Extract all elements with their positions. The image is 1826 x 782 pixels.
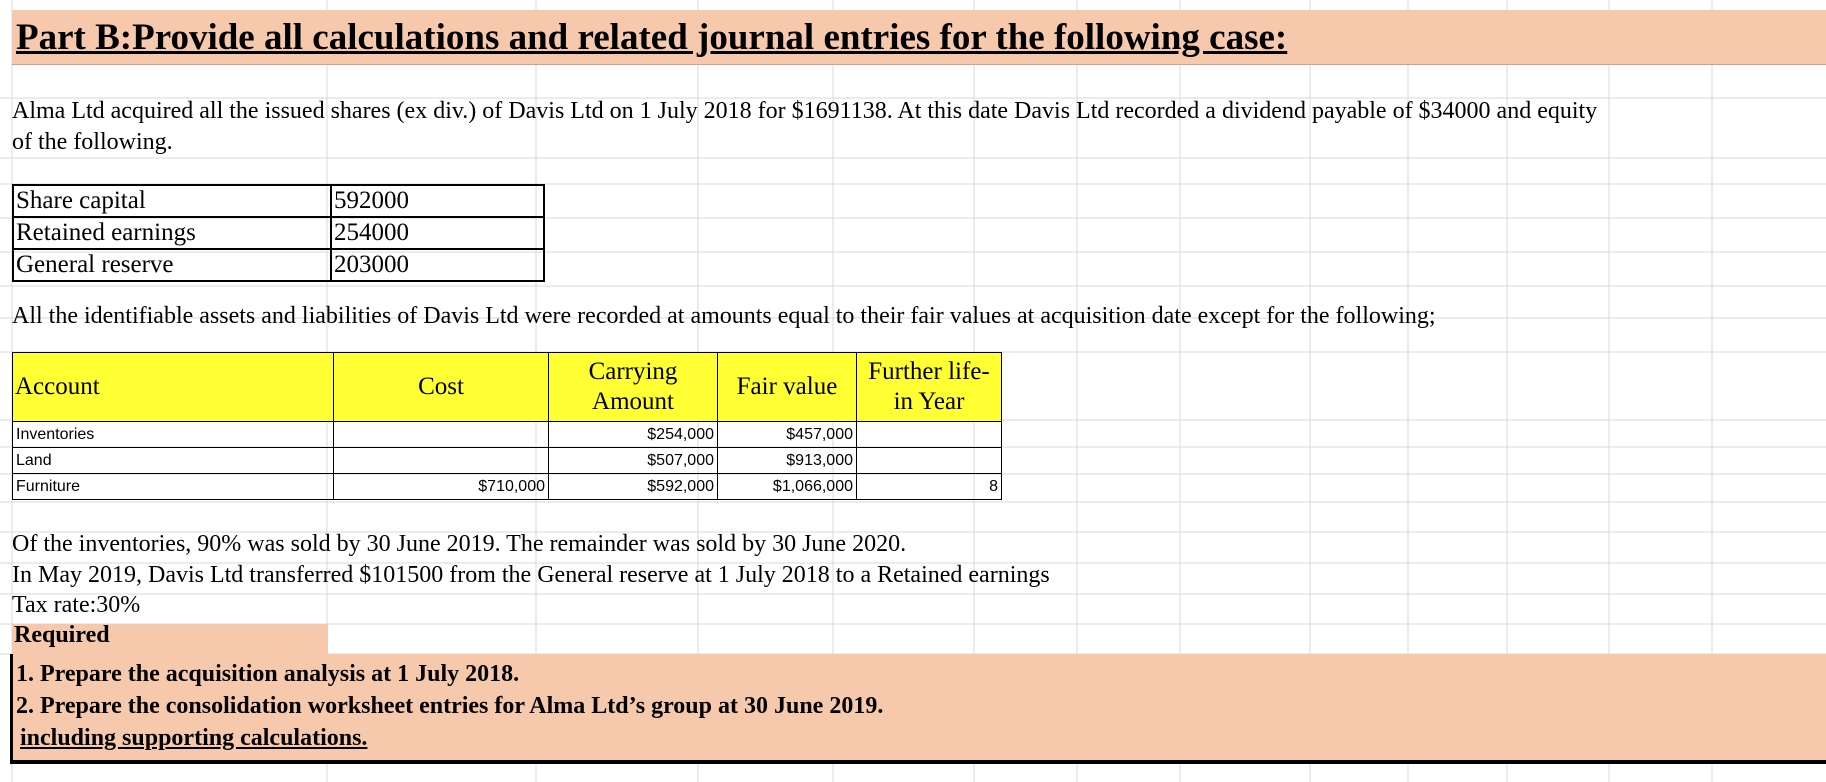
cell-life <box>857 422 1002 448</box>
cell-account: Furniture <box>13 474 334 500</box>
equity-value: 592000 <box>331 185 544 217</box>
equity-table <box>12 184 545 282</box>
required-item-1: 1. Prepare the acquisition analysis at 1 July 2018. <box>16 661 520 687</box>
cell-fair: $1,066,000 <box>718 474 857 500</box>
cell-fair: $457,000 <box>718 422 857 448</box>
intro-line-1: Alma Ltd acquired all the issued shares (ex div.) of Davis Ltd on 1 July 2018 for $1691138. At this date Davis Ltd recorded a dividend payable of $34000 and equity <box>12 98 1598 124</box>
cell-cost <box>334 422 549 448</box>
table-row <box>13 474 1002 500</box>
bottom-border <box>12 760 1826 764</box>
required-item-2: 2. Prepare the consolidation worksheet entries for Alma Ltd’s group at 30 June 2019. <box>16 693 884 719</box>
cell-account: Inventories <box>13 422 334 448</box>
table-row <box>13 249 544 281</box>
required-footer: including supporting calculations. <box>20 725 368 751</box>
intro-line-2: of the following. <box>12 129 173 155</box>
fair-value-intro: All the identifiable assets and liabilities of Davis Ltd were recorded at amounts equal to their fair values at acquisition date except for the following; <box>12 303 1436 329</box>
header-further-life: Further life- in Year <box>857 353 1002 422</box>
cell-cost: $710,000 <box>334 474 549 500</box>
note-inventories: Of the inventories, 90% was sold by 30 June 2019. The remainder was sold by 30 June 2020. <box>12 531 907 557</box>
table-row <box>13 422 1002 448</box>
equity-label: Retained earnings <box>13 217 331 249</box>
cell-life <box>857 448 1002 474</box>
cell-carrying: $592,000 <box>549 474 718 500</box>
fair-value-table <box>12 352 1002 500</box>
header-carrying-amount: Carrying Amount <box>549 353 718 422</box>
cell-account: Land <box>13 448 334 474</box>
cell-cost <box>334 448 549 474</box>
note-tax-rate: Tax rate:30% <box>12 592 141 618</box>
equity-value: 203000 <box>331 249 544 281</box>
table-row <box>13 217 544 249</box>
page-title: Part B:Provide all calculations and related journal entries for the following case: <box>16 17 1288 58</box>
equity-label: Share capital <box>13 185 331 217</box>
cell-life: 8 <box>857 474 1002 500</box>
header-fair-value: Fair value <box>718 353 857 422</box>
header-account: Account <box>13 353 334 422</box>
equity-value: 254000 <box>331 217 544 249</box>
header-cost: Cost <box>334 353 549 422</box>
table-row <box>13 448 1002 474</box>
table-row <box>13 185 544 217</box>
cell-carrying: $254,000 <box>549 422 718 448</box>
left-border <box>10 654 13 764</box>
table-header-row <box>13 353 1002 422</box>
cell-fair: $913,000 <box>718 448 857 474</box>
cell-carrying: $507,000 <box>549 448 718 474</box>
required-heading: Required <box>14 622 110 648</box>
equity-label: General reserve <box>13 249 331 281</box>
note-general-reserve: In May 2019, Davis Ltd transferred $101500 from the General reserve at 1 July 2018 to a Retained earnings <box>12 562 1050 588</box>
